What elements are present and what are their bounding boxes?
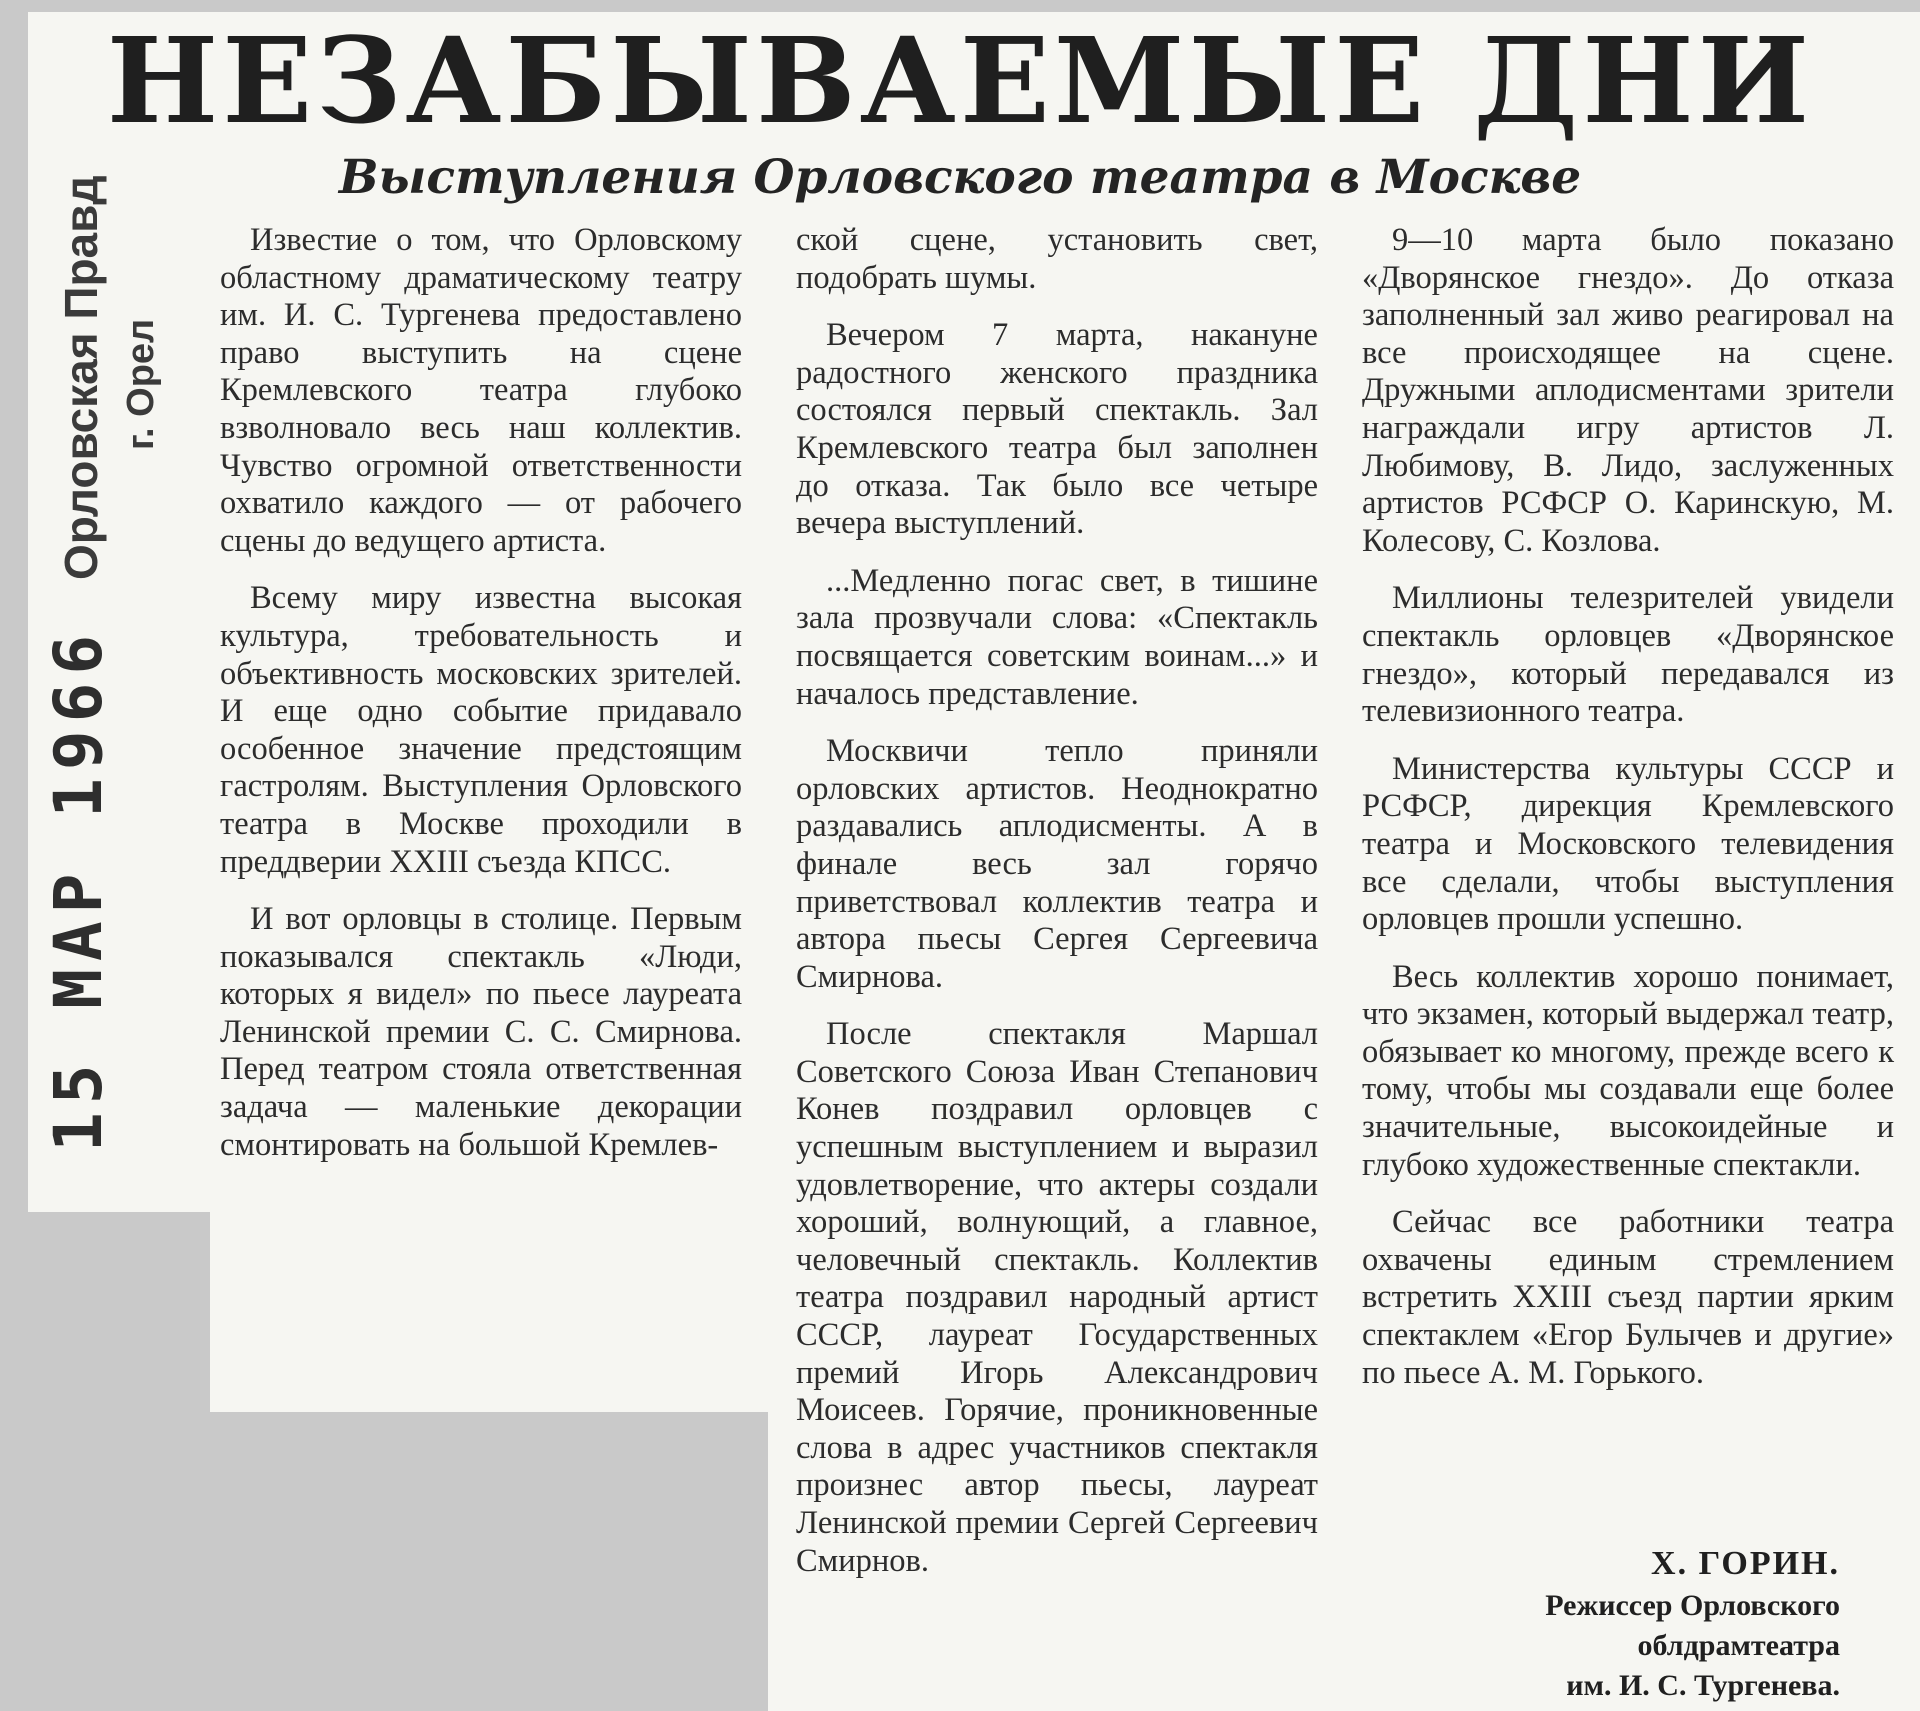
paragraph: Известие о том, что Орловскому областному драматическому театру им. И. С. Тургенева предоставлено право выступить на сцене Кремлевского театра глубоко взволновало весь наш коллектив. Чувство огромной ответственности охватило каждого — от рабочего сцены до ведущего артиста.: [220, 222, 742, 559]
article-column-1: [220, 222, 742, 1184]
author-name: Х. ГОРИН.: [1651, 1545, 1840, 1582]
article-column-2: [796, 222, 1318, 1600]
paragraph: Всему миру известна высокая культура, требовательность и объективность московских зрителей. И еще одно событие придавало особенное значение предстоящим гастролям. Выступления Орловского театра в Москве проходили в преддверии XXIII съезда КПСС.: [220, 580, 742, 880]
article-subheadline: Выступления Орловского театра в Москве: [338, 150, 1582, 205]
paragraph: И вот орловцы в столице. Первым показывался спектакль «Люди, которых я видел» по пьесе лауреата Ленинской премии С. С. Смирнова. Перед театром стояла ответственная задача — маленькие декорации смонтировать на большой Кремлев-: [220, 901, 742, 1163]
paragraph: ской сцене, установить свет, подобрать шумы.: [796, 222, 1318, 296]
date-stamp: 15 МАР 1966: [40, 626, 117, 1152]
author-role-line: им. И. С. Тургенева.: [1566, 1669, 1840, 1702]
paragraph: Миллионы телезрителей увидели спектакль орловцев «Дворянское гнездо», который передавался из телевизионного театра.: [1362, 580, 1894, 730]
paragraph: ...Медленно погас свет, в тишине зала прозвучали слова: «Спектакль посвящается советским воинам...» и началось представление.: [796, 562, 1318, 712]
author-role-line: облдрамтеатра: [1637, 1629, 1840, 1662]
paragraph: Москвичи тепло приняли орловских артистов. Неоднократно раздавались аплодисменты. А в финале весь зал горячо приветствовал коллектив театра и автора пьесы Сергея Сергеевича Смирнова.: [796, 733, 1318, 995]
paragraph: Весь коллектив хорошо понимает, что экзамен, который выдержал театр, обязывает ко многому, прежде всего к тому, чтобы мы создавали еще более значительные, высокоидейные и глубоко художественные спектакли.: [1362, 958, 1894, 1183]
paragraph: 9—10 марта было показано «Дворянское гнездо». До отказа заполненный зал живо реагировал на все происходящее на сцене. Дружными аплодисментами зрители награждали игру артистов Л. Любимову, В. Лидо, заслуженных артистов РСФСР О. Каринскую, М. Колесову, С. Козлова.: [1362, 222, 1894, 559]
source-city-stamp: г. Орел: [120, 318, 162, 450]
article-column-3: [1362, 222, 1894, 1412]
paragraph: Вечером 7 марта, накануне радостного женского праздника состоялся первый спектакль. Зал Кремлевского театра был заполнен до отказа. Так было все четыре вечера выступлений.: [796, 317, 1318, 542]
article-headline: НЕЗАБЫВАЕМЫЕ ДНИ: [106, 11, 1814, 150]
source-newspaper-stamp: Орловская Правд: [55, 175, 107, 580]
paragraph: После спектакля Маршал Советского Союза Иван Степанович Конев поздравил орловцев с успешным выступлением и выразил удовлетворение, что актеры создали хороший, волнующий, а главное, человечный спектакль. Коллектив театра поздравил народный артист СССР, лауреат Государственных премий Игорь Александрович Моисеев. Горячие, проникновенные слова в адрес участников спектакля произнес автор пьесы, лауреат Ленинской премии Сергей Сергеевич Смирнов.: [796, 1016, 1318, 1579]
author-role-line: Режиссер Орловского: [1545, 1589, 1840, 1622]
paragraph: Сейчас все работники театра охвачены единым стремлением встретить XXIII съезд партии ярким спектаклем «Егор Булычев и другие» по пьесе А. М. Горького.: [1362, 1204, 1894, 1391]
author-role: [1440, 1586, 1840, 1706]
paragraph: Министерства культуры СССР и РСФСР, дирекция Кремлевского театра и Московского телевидения все сделали, чтобы выступления орловцев прошли успешно.: [1362, 750, 1894, 938]
